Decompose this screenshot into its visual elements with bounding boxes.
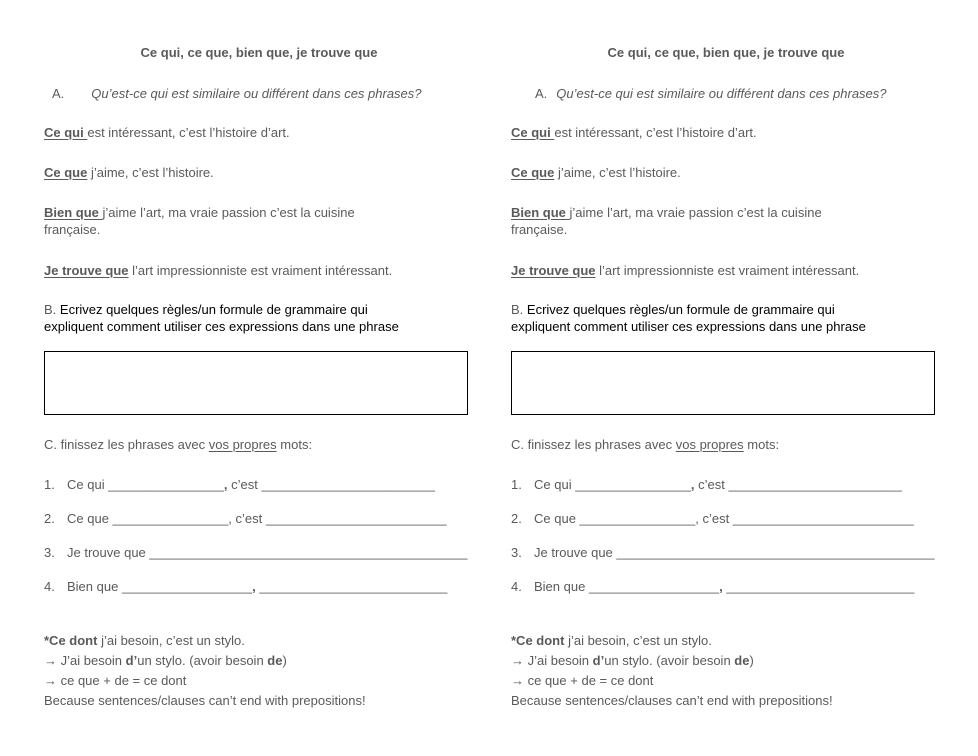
prompt-b: B. Ecrivez quelques règles/un formule de grammaire qui expliquent comment utiliser ces expressions dans une phrase <box>511 302 866 334</box>
worksheet-title: Ce qui, ce que, bien que, je trouve que <box>607 45 845 60</box>
footnote-ce-dont: *Ce dont j’ai besoin, c’est un stylo. <box>44 633 245 648</box>
fill-item-text: Bien que __________________, __________________________ <box>67 579 448 594</box>
prompt-a-label: A. <box>535 86 548 101</box>
fill-item-number: 3. <box>511 545 522 560</box>
footnote-explanation: Because sentences/clauses can’t end with prepositions! <box>44 693 366 708</box>
fill-item-number: 3. <box>44 545 55 560</box>
fill-item-4 <box>44 578 474 595</box>
prompt-a-question: Qu’est-ce qui est similaire ou différent dans ces phrases? <box>91 86 422 101</box>
worksheet-title: Ce qui, ce que, bien que, je trouve que <box>140 45 378 60</box>
fill-item-text: Ce qui ________________, c’est ________________________ <box>534 477 903 492</box>
footnote-formula: → ce que + de = ce dont <box>44 673 187 688</box>
example-sentence-ce-qui: Ce qui est intéressant, c’est l’histoire d’art. <box>44 125 290 140</box>
fill-item-2 <box>44 510 474 527</box>
footnote-besoin-de: → J’ai besoin d’un stylo. (avoir besoin de) <box>511 653 754 668</box>
fill-item-number: 1. <box>511 477 522 492</box>
example-sentence-bien-que: Bien que j’aime l’art, ma vraie passion c’est la cuisine française. <box>511 205 822 237</box>
example-sentence-ce-qui: Ce qui est intéressant, c’est l’histoire d’art. <box>511 125 757 140</box>
fill-item-text: Ce que ________________, c’est _________________________ <box>534 511 914 526</box>
footnote-explanation: Because sentences/clauses can’t end with prepositions! <box>511 693 833 708</box>
answer-box[interactable] <box>511 351 935 415</box>
fill-item-text: Je trouve que ____________________________________________ <box>534 545 935 560</box>
fill-item-3 <box>44 544 474 561</box>
worksheet-column-left <box>44 45 474 711</box>
worksheet-column-right <box>511 45 941 711</box>
fill-item-text: Ce qui ________________, c’est ________________________ <box>67 477 436 492</box>
fill-item-text: Bien que __________________, __________________________ <box>534 579 915 594</box>
footnote-formula: → ce que + de = ce dont <box>511 673 654 688</box>
prompt-a-label: A. <box>52 86 65 101</box>
footnote-besoin-de: → J’ai besoin d’un stylo. (avoir besoin de) <box>44 653 287 668</box>
fill-item-number: 4. <box>44 579 55 594</box>
fill-item-number: 2. <box>511 511 522 526</box>
prompt-a <box>44 86 474 102</box>
example-sentence-je-trouve-que: Je trouve que l’art impressionniste est vraiment intéressant. <box>511 263 860 278</box>
fill-item-text: Je trouve que ____________________________________________ <box>67 545 468 560</box>
footnote-ce-dont: *Ce dont j’ai besoin, c’est un stylo. <box>511 633 712 648</box>
fill-item-1 <box>511 476 941 493</box>
fill-item-number: 4. <box>511 579 522 594</box>
fill-item-3 <box>511 544 941 561</box>
prompt-b: B. Ecrivez quelques règles/un formule de grammaire qui expliquent comment utiliser ces expressions dans une phrase <box>44 302 399 334</box>
fill-item-4 <box>511 578 941 595</box>
prompt-a <box>511 86 941 102</box>
fill-item-2 <box>511 510 941 527</box>
prompt-c: C. finissez les phrases avec vos propres mots: <box>44 437 313 452</box>
prompt-c: C. finissez les phrases avec vos propres mots: <box>511 437 780 452</box>
example-sentence-ce-que: Ce que j’aime, c’est l’histoire. <box>44 165 214 180</box>
fill-item-number: 2. <box>44 511 55 526</box>
fill-item-text: Ce que ________________, c’est _________________________ <box>67 511 447 526</box>
example-sentence-bien-que: Bien que j’aime l’art, ma vraie passion c’est la cuisine française. <box>44 205 355 237</box>
prompt-a-question: Qu’est-ce qui est similaire ou différent dans ces phrases? <box>556 86 887 101</box>
answer-box[interactable] <box>44 351 468 415</box>
example-sentence-je-trouve-que: Je trouve que l’art impressionniste est vraiment intéressant. <box>44 263 393 278</box>
example-sentence-ce-que: Ce que j’aime, c’est l’histoire. <box>511 165 681 180</box>
fill-item-number: 1. <box>44 477 55 492</box>
fill-item-1 <box>44 476 474 493</box>
